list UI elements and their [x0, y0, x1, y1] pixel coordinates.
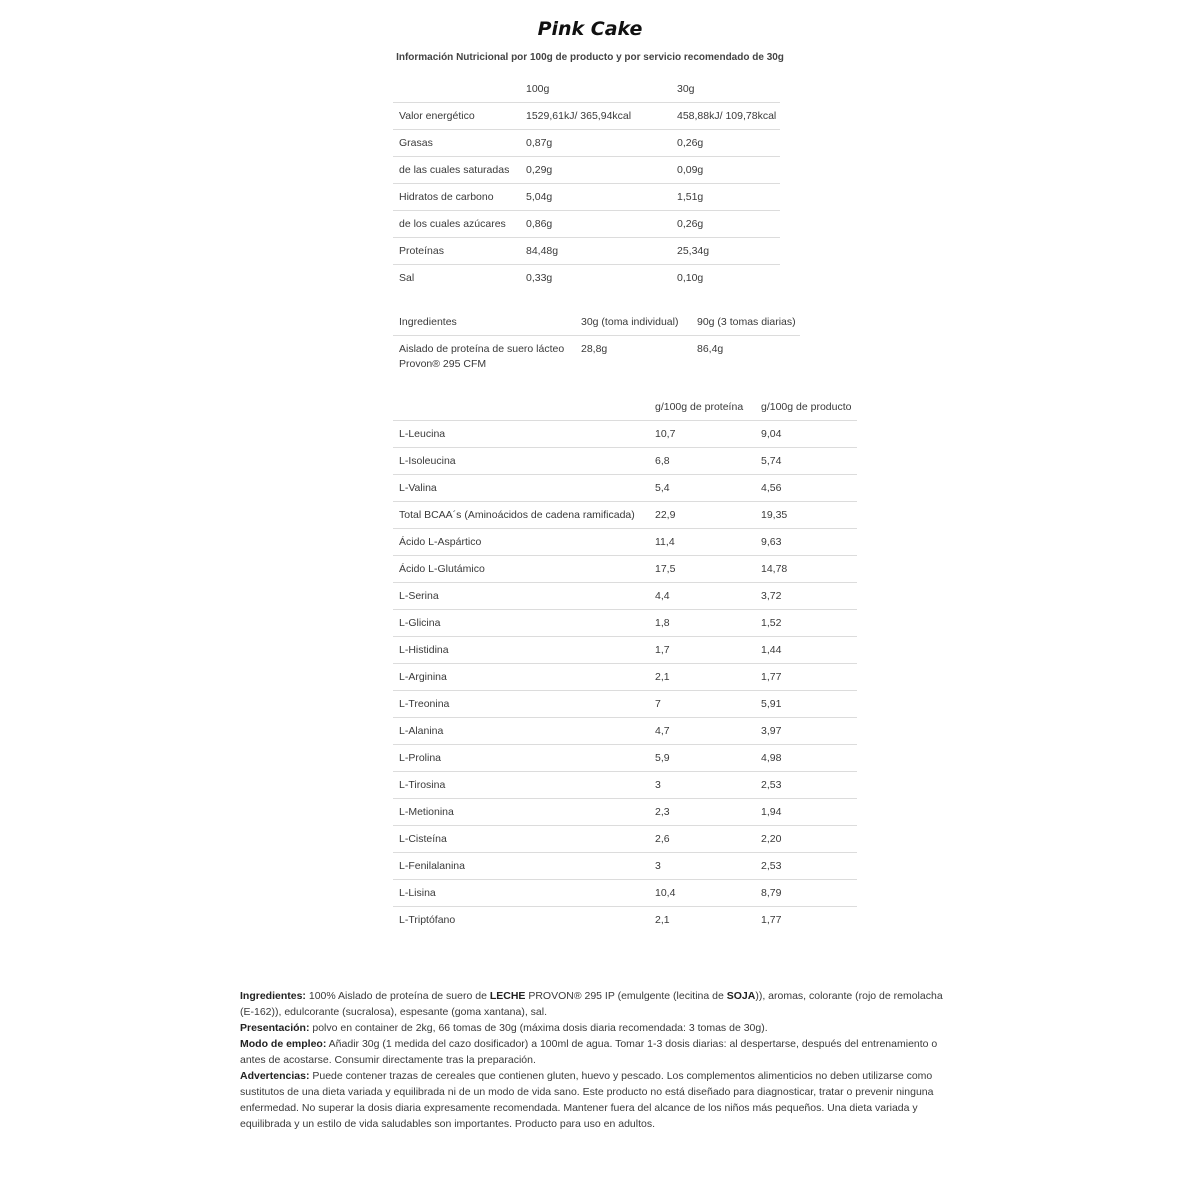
aminogram-cell: 3 — [649, 853, 755, 880]
aminogram-row — [393, 691, 857, 718]
ingredients-text: 100% Aislado de proteína de suero de — [305, 990, 490, 1002]
aminogram-cell: 2,3 — [649, 799, 755, 826]
ingredients-note — [240, 988, 952, 1020]
aminogram-header-row — [393, 394, 857, 421]
aminogram-row — [393, 637, 857, 664]
ingredients-header-cell: 30g (toma individual) — [581, 316, 679, 328]
aminogram-cell: 1,77 — [755, 664, 857, 691]
aminogram-cell: 9,04 — [755, 421, 857, 448]
nutrition-cell: 25,34g — [671, 238, 780, 265]
aminogram-cell: L-Prolina — [393, 745, 649, 772]
aminogram-cell: 4,4 — [649, 583, 755, 610]
aminogram-cell: Total BCAA´s (Aminoácidos de cadena ramificada) — [393, 502, 649, 529]
aminogram-cell: 8,79 — [755, 880, 857, 907]
aminogram-cell: L-Isoleucina — [393, 448, 649, 475]
aminogram-cell: 5,91 — [755, 691, 857, 718]
aminogram-cell: 4,7 — [649, 718, 755, 745]
nutrition-cell: Proteínas — [393, 238, 520, 265]
aminogram-cell: 2,53 — [755, 772, 857, 799]
aminogram-cell: 1,44 — [755, 637, 857, 664]
aminogram-cell: 3 — [649, 772, 755, 799]
nutrition-subtitle: Información Nutricional por 100g de producto y por servicio recomendado de 30g — [396, 52, 784, 63]
aminogram-row — [393, 880, 857, 907]
ingredients-header-row — [393, 309, 800, 336]
nutrition-cell: Grasas — [393, 130, 520, 157]
nutrition-row — [393, 238, 780, 265]
ingredients-row — [393, 336, 800, 381]
nutrition-cell: 5,04g — [520, 184, 671, 211]
nutrition-header-cell: 100g — [526, 83, 550, 95]
presentation-label: Presentación: — [240, 1022, 310, 1034]
aminogram-cell: 5,74 — [755, 448, 857, 475]
aminogram-cell: 2,1 — [649, 664, 755, 691]
ingredients-table-body — [393, 309, 800, 380]
product-title: Pink Cake — [537, 18, 643, 40]
aminogram-cell: 2,53 — [755, 853, 857, 880]
aminogram-row — [393, 448, 857, 475]
aminogram-row — [393, 799, 857, 826]
nutrition-cell: 0,26g — [671, 130, 780, 157]
aminogram-cell: L-Histidina — [393, 637, 649, 664]
aminogram-cell: 1,7 — [649, 637, 755, 664]
aminogram-row — [393, 745, 857, 772]
warnings-note — [240, 1068, 952, 1132]
nutrition-row — [393, 130, 780, 157]
aminogram-cell: 2,6 — [649, 826, 755, 853]
nutrition-cell: 0,29g — [520, 157, 671, 184]
usage-note — [240, 1036, 952, 1068]
aminogram-cell: Ácido L-Glutámico — [393, 556, 649, 583]
ingredients-header-cell: Ingredientes — [399, 316, 457, 328]
ingredients-cell: Aislado de proteína de suero lácteo Provon® 295 CFM — [393, 336, 575, 381]
nutrition-table — [393, 76, 780, 291]
aminogram-row — [393, 556, 857, 583]
aminogram-cell: L-Alanina — [393, 718, 649, 745]
nutrition-row — [393, 157, 780, 184]
ingredients-cell: 86,4g — [691, 336, 800, 381]
nutrition-cell: de los cuales azúcares — [393, 211, 520, 238]
aminogram-cell: 10,4 — [649, 880, 755, 907]
nutrition-cell: 0,87g — [520, 130, 671, 157]
aminogram-cell: 2,1 — [649, 907, 755, 934]
aminogram-cell: 3,97 — [755, 718, 857, 745]
nutrition-row — [393, 103, 780, 130]
nutrition-cell: 0,10g — [671, 265, 780, 292]
aminogram-cell: 3,72 — [755, 583, 857, 610]
aminogram-cell: L-Treonina — [393, 691, 649, 718]
aminogram-cell: 6,8 — [649, 448, 755, 475]
usage-label: Modo de empleo: — [240, 1038, 327, 1050]
aminogram-cell: 1,77 — [755, 907, 857, 934]
aminogram-cell: 4,98 — [755, 745, 857, 772]
aminogram-row — [393, 853, 857, 880]
aminogram-cell: L-Leucina — [393, 421, 649, 448]
aminogram-table — [393, 394, 857, 933]
nutrition-cell: 0,09g — [671, 157, 780, 184]
aminogram-cell: L-Cisteína — [393, 826, 649, 853]
aminogram-cell: 19,35 — [755, 502, 857, 529]
aminogram-row — [393, 826, 857, 853]
aminogram-cell: Ácido L-Aspártico — [393, 529, 649, 556]
aminogram-cell: 11,4 — [649, 529, 755, 556]
allergen-milk: LECHE — [489, 990, 526, 1002]
aminogram-cell: L-Metionina — [393, 799, 649, 826]
aminogram-cell: 4,56 — [755, 475, 857, 502]
aminogram-row — [393, 502, 857, 529]
aminogram-cell: L-Triptófano — [393, 907, 649, 934]
aminogram-row — [393, 421, 857, 448]
aminogram-row — [393, 907, 857, 934]
presentation-note — [240, 1020, 952, 1036]
aminogram-row — [393, 529, 857, 556]
aminogram-cell: L-Fenilalanina — [393, 853, 649, 880]
aminogram-cell: L-Glicina — [393, 610, 649, 637]
aminogram-cell: L-Serina — [393, 583, 649, 610]
aminogram-cell: 22,9 — [649, 502, 755, 529]
aminogram-cell: 10,7 — [649, 421, 755, 448]
aminogram-cell: 9,63 — [755, 529, 857, 556]
aminogram-cell: 2,20 — [755, 826, 857, 853]
allergen-soy: SOJA — [726, 990, 756, 1002]
aminogram-cell: 7 — [649, 691, 755, 718]
nutrition-cell: 0,33g — [520, 265, 671, 292]
aminogram-cell: 5,9 — [649, 745, 755, 772]
nutrition-table-body — [393, 76, 780, 291]
warnings-text: Puede contener trazas de cereales que contienen gluten, huevo y pescado. Los complementos alimenticios no deben utilizarse como sustitutos de una dieta variada y equilibrada ni de un modo de vida sano. Este producto no está diseñado para diagnosticar, tratar o prevenir ninguna enfermedad. No superar la dosis diaria expresamente recomendada. Mantener fuera del alcance de los niños más pequeños. Una dieta variada y equilibrada y un estilo de vida saludables son importantes. Producto para uso en adultos. — [240, 1070, 934, 1130]
nutrition-header-row — [393, 76, 780, 103]
ingredients-cell: 28,8g — [575, 336, 691, 381]
nutrition-row — [393, 184, 780, 211]
aminogram-row — [393, 610, 857, 637]
aminogram-row — [393, 475, 857, 502]
nutrition-cell: 458,88kJ/ 109,78kcal — [671, 103, 780, 130]
aminogram-cell: L-Arginina — [393, 664, 649, 691]
nutrition-header-cell: 30g — [677, 83, 695, 95]
warnings-label: Advertencias: — [240, 1070, 310, 1082]
nutrition-cell: Sal — [393, 265, 520, 292]
aminogram-cell: L-Tirosina — [393, 772, 649, 799]
nutrition-header-cell — [393, 76, 520, 103]
nutrition-cell: de las cuales saturadas — [393, 157, 520, 184]
ingredients-header-cell: 90g (3 tomas diarias) — [697, 316, 796, 328]
ingredients-text: PROVON® 295 IP (emulgente (lecitina de — [525, 990, 727, 1002]
product-notes — [240, 988, 952, 1132]
aminogram-table-body — [393, 394, 857, 933]
aminogram-cell: 5,4 — [649, 475, 755, 502]
aminogram-cell: L-Valina — [393, 475, 649, 502]
nutrition-cell: 0,86g — [520, 211, 671, 238]
aminogram-cell: 1,52 — [755, 610, 857, 637]
nutrition-cell: 84,48g — [520, 238, 671, 265]
nutrition-cell: 0,26g — [671, 211, 780, 238]
ingredients-table — [393, 309, 800, 380]
aminogram-row — [393, 718, 857, 745]
aminogram-cell: L-Lisina — [393, 880, 649, 907]
nutrition-cell: 1,51g — [671, 184, 780, 211]
aminogram-cell: 17,5 — [649, 556, 755, 583]
aminogram-row — [393, 583, 857, 610]
nutrition-cell: Valor energético — [393, 103, 520, 130]
aminogram-header-cell — [393, 394, 649, 421]
ingredients-text: )), aromas, colorante (rojo de remolacha (E-162)), edulcorante (sucralosa), espesante (goma xantana), sal. — [240, 990, 943, 1018]
nutrition-row — [393, 265, 780, 292]
nutrition-row — [393, 211, 780, 238]
nutrition-cell: Hidratos de carbono — [393, 184, 520, 211]
aminogram-header-cell: g/100g de proteína — [655, 401, 744, 413]
aminogram-cell: 1,8 — [649, 610, 755, 637]
usage-text: Añadir 30g (1 medida del cazo dosificador) a 100ml de agua. Tomar 1-3 dosis diarias: al despertarse, después del entrenamiento o antes de acostarse. Consumir directamente tras la preparación. — [240, 1038, 938, 1066]
aminogram-cell: 1,94 — [755, 799, 857, 826]
ingredients-label: Ingredientes: — [240, 990, 306, 1002]
aminogram-row — [393, 772, 857, 799]
aminogram-header-cell: g/100g de producto — [761, 401, 852, 413]
presentation-text: polvo en container de 2kg, 66 tomas de 30g (máxima dosis diaria recomendada: 3 tomas de 30g). — [309, 1022, 768, 1034]
aminogram-row — [393, 664, 857, 691]
nutrition-cell: 1529,61kJ/ 365,94kcal — [520, 103, 671, 130]
aminogram-cell: 14,78 — [755, 556, 857, 583]
